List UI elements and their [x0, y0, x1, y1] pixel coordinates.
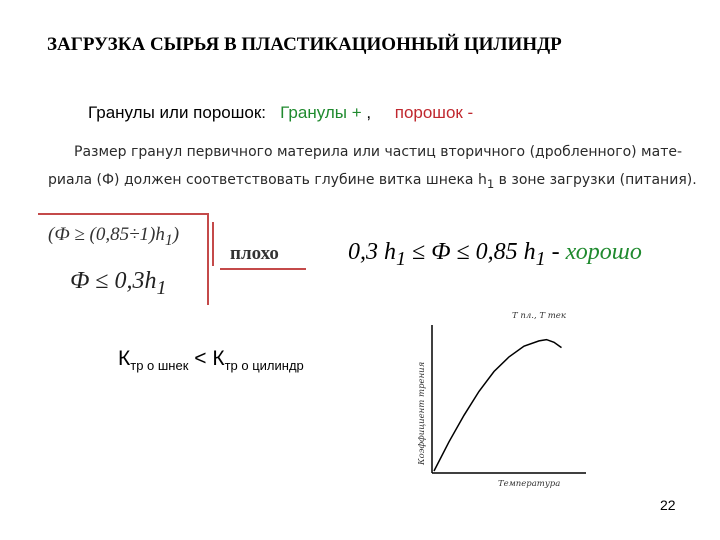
friction-k-left-sub: тр о шнек [130, 358, 189, 374]
bad-condition-2-text: Ф ≤ 0,3h [70, 268, 157, 294]
slide-title: ЗАГРУЗКА СЫРЬЯ В ПЛАСТИКАЦИОННЫЙ ЦИЛИНДР [47, 34, 562, 55]
granules-line [88, 103, 473, 123]
granules-comma: , [366, 103, 372, 122]
bad-condition-1 [48, 224, 179, 250]
chart-annotation: Т пл., Т тек [512, 311, 566, 321]
friction-k-right: К [212, 347, 225, 370]
good-condition-sub-1: 1 [396, 247, 406, 270]
bad-condition-1-sub: 1 [164, 231, 173, 249]
bad-condition-1-end: ) [172, 224, 180, 245]
friction-k-left: К [118, 347, 131, 370]
bad-condition-2-sub: 1 [156, 276, 167, 299]
granules-label: Гранулы или порошок: [88, 103, 266, 122]
bad-condition-1-text: (Ф ≥ (0,85÷1)h [48, 224, 165, 245]
paragraph-line-2-text: риала (Ф) должен соответствовать глубине витка шнека h [48, 172, 487, 188]
friction-operator: < [188, 347, 213, 370]
good-condition-dash: - [545, 239, 566, 265]
divider-vertical-1 [207, 213, 209, 305]
friction-temperature-chart [400, 305, 590, 495]
powder-minus: порошок - [394, 103, 474, 122]
good-condition [348, 239, 642, 271]
friction-k-right-sub: тр о цилиндр [224, 358, 304, 374]
paragraph-line-2-end: в зоне загрузки (питания). [494, 172, 697, 188]
divider-top-left [38, 213, 208, 215]
chart-y-label: Коэффициент трения [417, 361, 427, 465]
good-condition-mid: ≤ Ф ≤ 0,85 h [406, 239, 536, 265]
chart-x-label: Температура [498, 479, 561, 489]
paragraph-line-1: Размер гранул первичного материла или частиц вторичного (дробленного) мате- [74, 144, 683, 160]
granules-plus: Гранулы + [280, 103, 362, 122]
friction-inequality [118, 347, 304, 373]
bad-underline [220, 268, 306, 270]
paragraph-subscript: 1 [486, 176, 495, 191]
good-condition-start: 0,3 h [348, 239, 396, 265]
good-condition-sub-2: 1 [535, 247, 546, 270]
chart-series-line [434, 340, 562, 471]
good-label: хорошо [565, 239, 642, 265]
paragraph-line-2 [48, 172, 697, 191]
bad-label: плохо [230, 243, 279, 264]
divider-vertical-2 [212, 222, 214, 266]
page-number: 22 [660, 497, 676, 513]
bad-condition-2 [70, 268, 166, 300]
